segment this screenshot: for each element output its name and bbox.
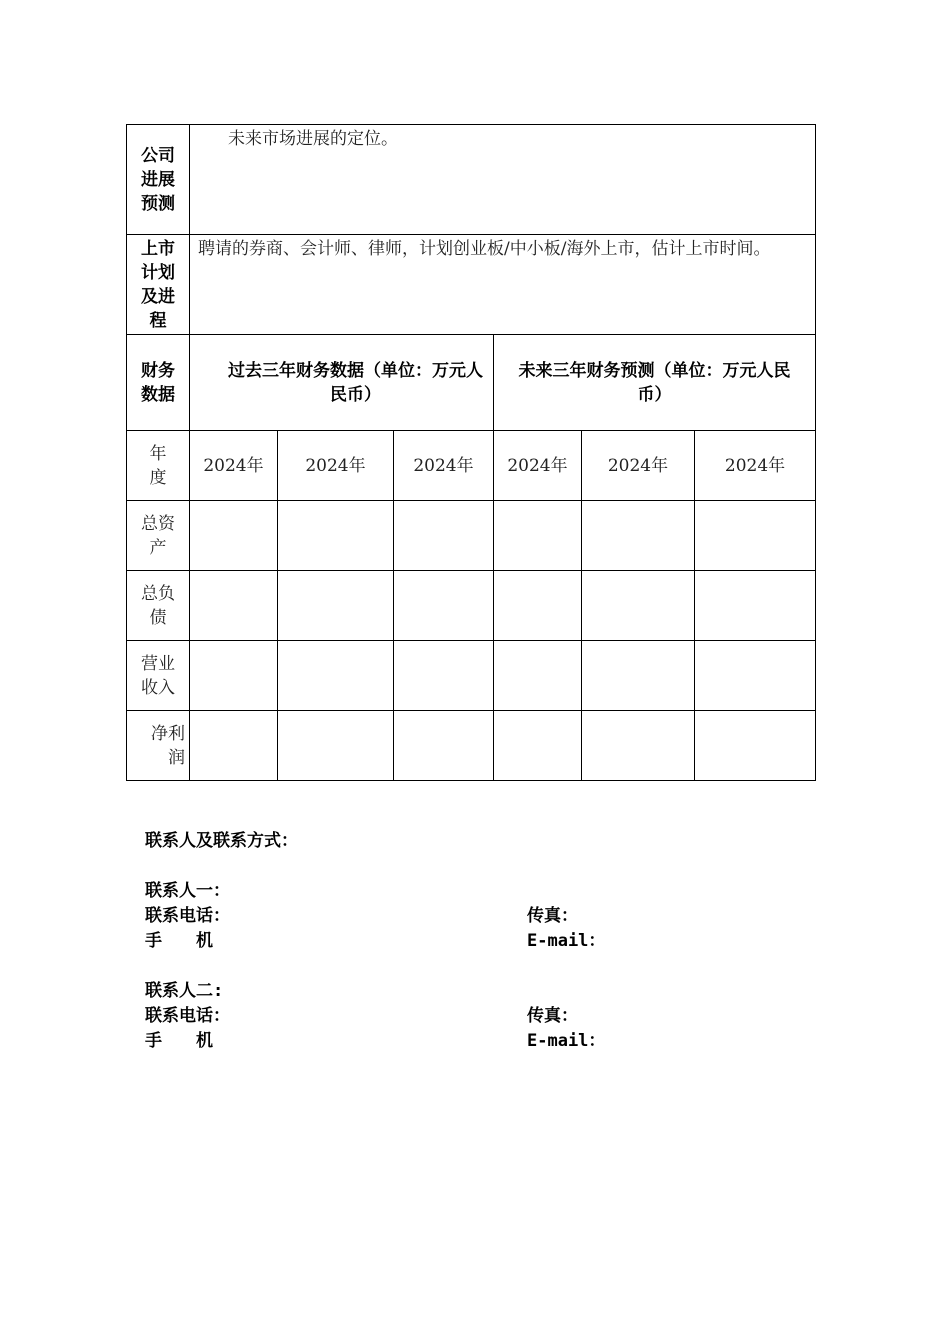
contact1-phone-label: 联系电话：: [145, 906, 230, 926]
data-cell[interactable]: [190, 641, 278, 711]
total-assets-label: 总资产: [127, 501, 190, 571]
data-cell[interactable]: [695, 501, 816, 571]
data-cell[interactable]: [394, 571, 494, 641]
finance-label: 财务数据: [127, 335, 190, 431]
forecast-label: 公司进展预测: [127, 125, 190, 235]
year-cell: 2024年: [582, 431, 695, 501]
contact2-mobile-label: 手 机: [145, 1031, 213, 1051]
contact2-email-label: E-mail：: [527, 1031, 606, 1051]
data-cell[interactable]: [494, 641, 582, 711]
data-cell[interactable]: [695, 711, 816, 781]
year-cell: 2024年: [695, 431, 816, 501]
data-cell[interactable]: [582, 641, 695, 711]
data-cell[interactable]: [278, 571, 394, 641]
year-cell: 2024年: [278, 431, 394, 501]
data-cell[interactable]: [278, 641, 394, 711]
data-cell[interactable]: [582, 501, 695, 571]
future-header: 未来三年财务预测（单位：万元人民币）: [494, 335, 816, 431]
data-cell[interactable]: [494, 501, 582, 571]
year-cell: 2024年: [394, 431, 494, 501]
contacts-heading: 联系人及联系方式：: [145, 831, 298, 851]
contact2-phone-label: 联系电话：: [145, 1006, 230, 1026]
total-liabilities-label: 总负债: [127, 571, 190, 641]
data-cell[interactable]: [394, 641, 494, 711]
contact1-email-label: E-mail：: [527, 931, 606, 951]
data-cell[interactable]: [695, 571, 816, 641]
data-cell[interactable]: [190, 711, 278, 781]
net-profit-label: 净利润: [127, 711, 190, 781]
contact1-fax-label: 传真：: [527, 906, 578, 926]
year-label: 年度: [127, 431, 190, 501]
past-header: 过去三年财务数据（单位：万元人民币）: [190, 335, 494, 431]
data-cell[interactable]: [582, 711, 695, 781]
data-cell[interactable]: [394, 711, 494, 781]
contact1-mobile-label: 手 机: [145, 931, 213, 951]
ipo-text[interactable]: 聘请的券商、会计师、律师，计划创业板/中小板/海外上市，估计上市时间。: [190, 235, 816, 335]
data-cell[interactable]: [190, 571, 278, 641]
year-cell: 2024年: [494, 431, 582, 501]
contact2-name-label: 联系人二:: [145, 981, 224, 1001]
data-cell[interactable]: [494, 571, 582, 641]
contact1-name-label: 联系人一：: [145, 881, 230, 901]
data-cell[interactable]: [394, 501, 494, 571]
data-cell[interactable]: [190, 501, 278, 571]
ipo-label: 上市计划及进程: [127, 235, 190, 335]
forecast-text[interactable]: 未来市场进展的定位。: [190, 125, 816, 235]
contact2-fax-label: 传真：: [527, 1006, 578, 1026]
data-cell[interactable]: [278, 501, 394, 571]
data-cell[interactable]: [494, 711, 582, 781]
data-cell[interactable]: [695, 641, 816, 711]
company-info-table: [126, 124, 816, 781]
data-cell[interactable]: [278, 711, 394, 781]
data-cell[interactable]: [582, 571, 695, 641]
year-cell: 2024年: [190, 431, 278, 501]
revenue-label: 营业收入: [127, 641, 190, 711]
